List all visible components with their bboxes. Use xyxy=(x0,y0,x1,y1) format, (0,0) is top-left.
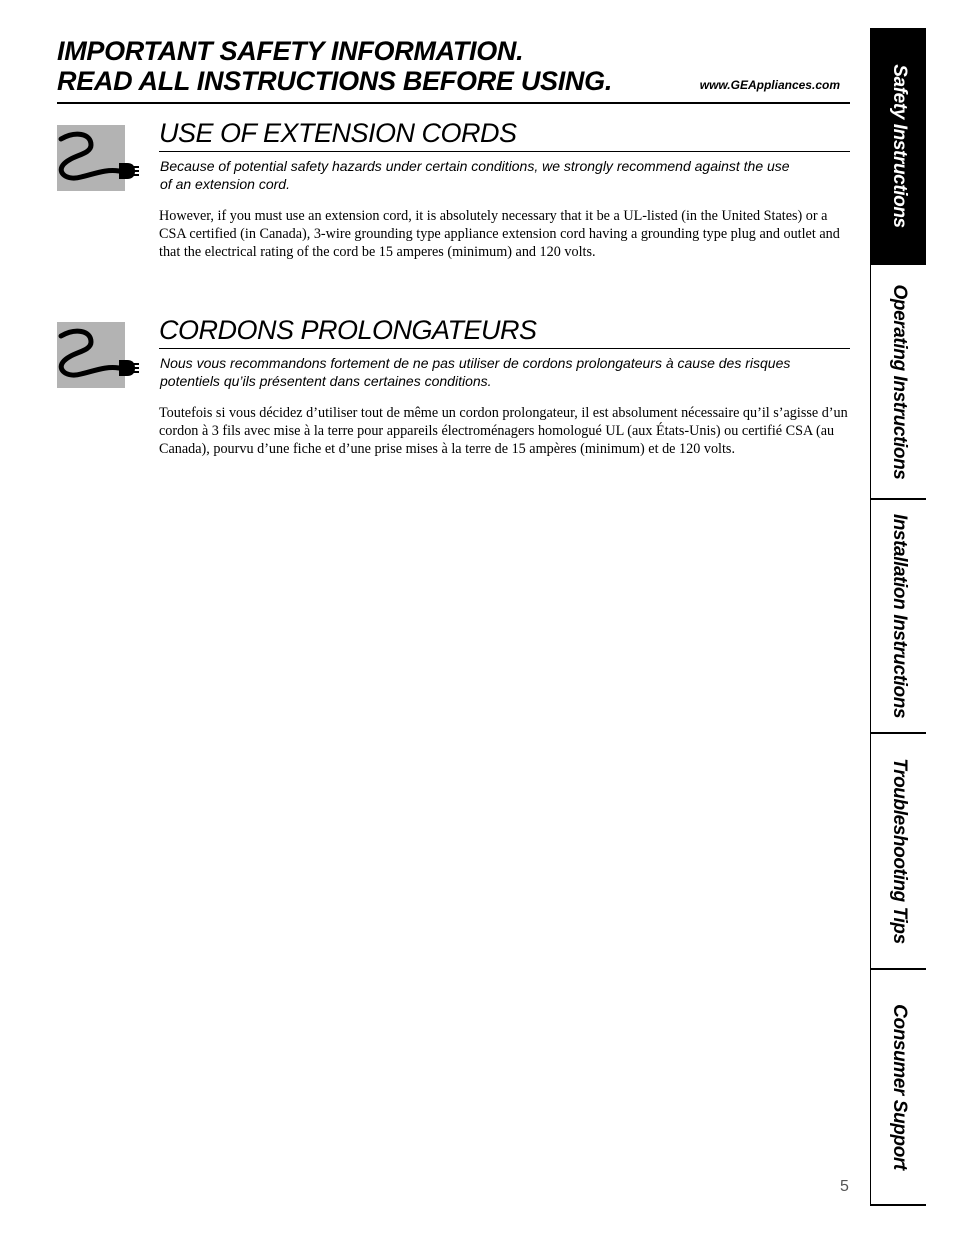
tab-safety-instructions[interactable] xyxy=(871,28,926,265)
page-header xyxy=(57,36,850,104)
section-tabs xyxy=(870,28,926,1206)
section-lead-text: Because of potential safety hazards under certain conditions, we strongly recommend against the use of an extension cord. xyxy=(160,158,790,192)
tab-label: Consumer Support xyxy=(888,1004,910,1170)
section-body-text: However, if you must use an extension cord, it is absolutely necessary that it be a UL-listed (in the United States) or a CSA certified (in Canada), 3-wire grounding type appliance extension cord having a grounding type plug and outlet and that the electrical rating of the cord be 15 amperes (minimum) and 120 volts. xyxy=(159,208,840,260)
section-body-text: Toutefois si vous décidez d’utiliser tout de même un cordon prolongateur, il est absolument nécessaire qu’il s’agisse d’un cordon à 3 fils avec mise à la terre pour appareils électroménagers homologué UL (aux États-Unis) ou certifié CSA (au Canada), pourvu d’une fiche et d’une prise mises à la terre de 15 ampères (minimum) et de 120 volts. xyxy=(159,405,848,457)
tab-installation-instructions[interactable] xyxy=(871,500,926,734)
section-lead-text: Nous vous recommandons fortement de ne pas utiliser de cordons prolongateurs à cause des risques potentiels qu’ils présentent dans certaines conditions. xyxy=(160,355,791,389)
tab-label: Safety Instructions xyxy=(888,63,910,228)
tab-label: Operating Instructions xyxy=(888,284,910,479)
tab-operating-instructions[interactable] xyxy=(871,265,926,500)
website-url[interactable]: www.GEAppliances.com xyxy=(699,78,840,92)
header-title-line-1: IMPORTANT SAFETY INFORMATION. xyxy=(57,36,524,66)
header-title-line-2: READ ALL INSTRUCTIONS BEFORE USING. xyxy=(57,66,613,96)
section-title: USE OF EXTENSION CORDS xyxy=(159,115,850,152)
extension-cord-icon xyxy=(57,322,139,390)
tab-consumer-support[interactable] xyxy=(871,970,926,1204)
extension-cord-icon xyxy=(57,125,139,193)
section-title: CORDONS PROLONGATEURS xyxy=(159,312,850,349)
tab-label: Troubleshooting Tips xyxy=(888,758,910,944)
tab-troubleshooting-tips[interactable] xyxy=(871,734,926,970)
page-number: 5 xyxy=(840,1178,849,1195)
tab-label: Installation Instructions xyxy=(888,513,910,719)
